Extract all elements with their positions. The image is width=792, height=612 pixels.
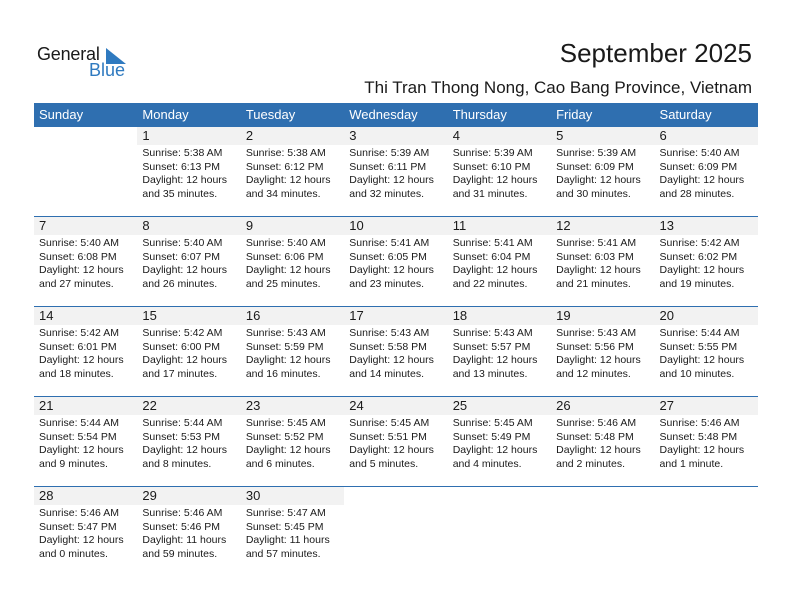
day-daylight1-text: Daylight: 12 hours xyxy=(245,444,331,456)
day-daylight2-text: and 23 minutes. xyxy=(349,277,424,290)
day-number: 30 xyxy=(245,488,261,503)
day-daylight1-text: Daylight: 12 hours xyxy=(659,264,745,276)
day-sun-info xyxy=(556,327,641,381)
calendar-day xyxy=(551,307,654,396)
day-sunrise-text: Sunrise: 5:41 AM xyxy=(556,237,637,249)
day-daylight2-text: and 4 minutes. xyxy=(452,457,522,470)
calendar-day xyxy=(137,307,240,396)
day-sunset-text: Sunset: 5:52 PM xyxy=(245,430,324,443)
day-sunset-text: Sunset: 6:13 PM xyxy=(142,160,221,173)
day-header-bar xyxy=(241,127,344,145)
day-sunrise-text: Sunrise: 5:43 AM xyxy=(556,327,637,339)
day-daylight2-text: and 35 minutes. xyxy=(142,187,218,200)
day-sunrise-text: Sunrise: 5:46 AM xyxy=(39,507,119,519)
day-daylight1-text: Daylight: 12 hours xyxy=(452,354,538,366)
day-daylight2-text: and 22 minutes. xyxy=(452,277,528,290)
day-daylight1-text: Daylight: 12 hours xyxy=(452,264,538,276)
day-daylight1-text: Daylight: 12 hours xyxy=(39,264,124,276)
day-daylight1-text: Daylight: 12 hours xyxy=(142,354,228,366)
day-sunrise-text: Sunrise: 5:42 AM xyxy=(659,237,740,249)
day-sun-info xyxy=(142,147,227,201)
day-number: 6 xyxy=(659,128,667,143)
day-sunset-text: Sunset: 6:09 PM xyxy=(659,160,738,173)
day-daylight1-text: Daylight: 12 hours xyxy=(452,174,538,186)
day-sun-info xyxy=(246,327,331,381)
day-daylight2-text: and 12 minutes. xyxy=(556,367,631,380)
day-daylight2-text: and 59 minutes. xyxy=(142,547,218,560)
calendar-day xyxy=(241,127,344,216)
day-number: 17 xyxy=(349,308,364,323)
day-daylight2-text: and 10 minutes. xyxy=(659,367,735,380)
day-daylight1-text: Daylight: 12 hours xyxy=(245,264,331,276)
day-sunset-text: Sunset: 6:00 PM xyxy=(142,340,221,353)
calendar-day xyxy=(655,127,758,216)
day-number: 27 xyxy=(659,398,674,413)
day-sun-info xyxy=(39,417,124,471)
day-sunrise-text: Sunrise: 5:38 AM xyxy=(142,147,223,159)
day-sunrise-text: Sunrise: 5:45 AM xyxy=(349,417,430,429)
calendar-week xyxy=(34,126,758,216)
day-sun-info xyxy=(453,417,538,471)
day-number: 10 xyxy=(349,218,364,233)
day-sunrise-text: Sunrise: 5:42 AM xyxy=(142,327,223,339)
day-daylight2-text: and 9 minutes. xyxy=(39,457,108,470)
day-number: 21 xyxy=(39,398,54,413)
day-header-bar xyxy=(551,127,654,145)
day-sunset-text: Sunset: 5:47 PM xyxy=(39,520,117,533)
day-sunrise-text: Sunrise: 5:46 AM xyxy=(142,507,223,519)
day-header-bar xyxy=(137,127,240,145)
day-header-bar xyxy=(344,127,447,145)
day-sunrise-text: Sunrise: 5:43 AM xyxy=(452,327,533,339)
calendar-day xyxy=(655,217,758,306)
calendar-day xyxy=(241,217,344,306)
logo-text-general: General xyxy=(37,44,100,64)
day-daylight1-text: Daylight: 11 hours xyxy=(142,534,227,546)
day-number: 11 xyxy=(452,218,467,233)
day-daylight1-text: Daylight: 12 hours xyxy=(659,174,745,186)
day-sunrise-text: Sunrise: 5:44 AM xyxy=(659,327,740,339)
weekday-sunday: Sunday xyxy=(39,107,84,122)
day-daylight2-text: and 30 minutes. xyxy=(556,187,631,200)
calendar-week xyxy=(34,396,758,486)
day-daylight1-text: Daylight: 12 hours xyxy=(349,444,434,456)
day-sunset-text: Sunset: 6:11 PM xyxy=(349,160,427,173)
day-number: 22 xyxy=(142,398,157,413)
calendar-day xyxy=(34,217,137,306)
day-sun-info xyxy=(660,327,745,381)
calendar-day xyxy=(448,217,551,306)
day-sunset-text: Sunset: 5:53 PM xyxy=(142,430,221,443)
day-sunset-text: Sunset: 6:06 PM xyxy=(245,250,324,263)
day-sunrise-text: Sunrise: 5:45 AM xyxy=(452,417,533,429)
location-subtitle: Thi Tran Thong Nong, Cao Bang Province, Vietnam xyxy=(364,78,752,97)
day-sunset-text: Sunset: 6:04 PM xyxy=(452,250,531,263)
day-daylight2-text: and 57 minutes. xyxy=(245,547,321,560)
day-daylight1-text: Daylight: 12 hours xyxy=(556,354,641,366)
day-sun-info xyxy=(556,417,641,471)
day-daylight2-text: and 21 minutes. xyxy=(556,277,631,290)
day-sunrise-text: Sunrise: 5:44 AM xyxy=(142,417,223,429)
day-number: 15 xyxy=(142,308,157,323)
calendar-day xyxy=(551,397,654,486)
day-number: 18 xyxy=(452,308,468,323)
day-sun-info xyxy=(142,417,227,471)
day-sun-info xyxy=(660,147,745,201)
day-sunrise-text: Sunrise: 5:40 AM xyxy=(659,147,740,159)
day-sunset-text: Sunset: 5:54 PM xyxy=(39,430,117,443)
day-sunrise-text: Sunrise: 5:41 AM xyxy=(452,237,533,249)
day-daylight1-text: Daylight: 12 hours xyxy=(142,444,228,456)
weekday-tuesday: Tuesday xyxy=(245,107,296,122)
day-sun-info xyxy=(246,237,331,291)
day-daylight2-text: and 0 minutes. xyxy=(39,547,108,560)
day-sunrise-text: Sunrise: 5:40 AM xyxy=(39,237,119,249)
day-sun-info xyxy=(349,417,434,471)
day-number: 2 xyxy=(245,128,254,143)
day-sunset-text: Sunset: 6:09 PM xyxy=(556,160,634,173)
calendar-empty-day xyxy=(551,487,654,576)
day-sunrise-text: Sunrise: 5:42 AM xyxy=(39,327,119,339)
day-daylight2-text: and 28 minutes. xyxy=(659,187,735,200)
weekday-wednesday: Wednesday xyxy=(349,107,418,122)
day-daylight1-text: Daylight: 12 hours xyxy=(349,174,434,186)
day-header-bar xyxy=(241,217,344,235)
calendar-day xyxy=(34,397,137,486)
day-number: 20 xyxy=(659,308,674,323)
day-header-bar xyxy=(448,127,551,145)
calendar-day xyxy=(137,487,240,576)
day-sunrise-text: Sunrise: 5:47 AM xyxy=(245,507,326,519)
calendar-day xyxy=(655,397,758,486)
day-daylight1-text: Daylight: 11 hours xyxy=(245,534,330,546)
day-sunrise-text: Sunrise: 5:43 AM xyxy=(245,327,326,339)
day-sunrise-text: Sunrise: 5:46 AM xyxy=(556,417,637,429)
day-daylight1-text: Daylight: 12 hours xyxy=(452,444,538,456)
day-sunrise-text: Sunrise: 5:39 AM xyxy=(452,147,533,159)
weekday-header xyxy=(34,103,758,126)
day-sunset-text: Sunset: 6:07 PM xyxy=(142,250,221,263)
day-sunset-text: Sunset: 5:45 PM xyxy=(245,520,324,533)
day-sunset-text: Sunset: 5:56 PM xyxy=(556,340,634,353)
day-sun-info xyxy=(39,507,124,561)
day-number: 14 xyxy=(39,308,54,323)
calendar-empty-day xyxy=(448,487,551,576)
day-sun-info xyxy=(556,237,641,291)
day-daylight1-text: Daylight: 12 hours xyxy=(556,444,641,456)
day-number: 23 xyxy=(245,398,261,413)
day-sun-info xyxy=(453,237,538,291)
day-number: 7 xyxy=(39,218,47,233)
day-sun-info xyxy=(556,147,641,201)
calendar-empty-day xyxy=(655,487,758,576)
day-daylight1-text: Daylight: 12 hours xyxy=(659,444,745,456)
day-sun-info xyxy=(246,417,331,471)
day-daylight1-text: Daylight: 12 hours xyxy=(142,264,228,276)
day-daylight1-text: Daylight: 12 hours xyxy=(142,174,228,186)
logo-text-blue: Blue xyxy=(89,60,126,80)
day-daylight1-text: Daylight: 12 hours xyxy=(39,444,124,456)
weekday-thursday: Thursday xyxy=(452,107,507,122)
day-sunset-text: Sunset: 5:51 PM xyxy=(349,430,427,443)
day-sunset-text: Sunset: 5:55 PM xyxy=(659,340,738,353)
day-sunrise-text: Sunrise: 5:45 AM xyxy=(245,417,326,429)
day-sunset-text: Sunset: 6:01 PM xyxy=(39,340,117,353)
day-number: 3 xyxy=(349,128,357,143)
day-sun-info xyxy=(453,147,538,201)
day-sun-info xyxy=(660,237,745,291)
day-sunset-text: Sunset: 6:02 PM xyxy=(659,250,738,263)
day-daylight1-text: Daylight: 12 hours xyxy=(659,354,745,366)
weekday-monday: Monday xyxy=(142,107,189,122)
day-sunset-text: Sunset: 5:59 PM xyxy=(245,340,324,353)
day-daylight2-text: and 8 minutes. xyxy=(142,457,212,470)
day-sunrise-text: Sunrise: 5:40 AM xyxy=(142,237,223,249)
day-number: 8 xyxy=(142,218,150,233)
day-sun-info xyxy=(246,147,331,201)
weekday-friday: Friday xyxy=(556,107,593,122)
day-daylight1-text: Daylight: 12 hours xyxy=(349,354,434,366)
day-number: 4 xyxy=(452,128,460,143)
day-sunrise-text: Sunrise: 5:39 AM xyxy=(556,147,637,159)
day-sunset-text: Sunset: 5:58 PM xyxy=(349,340,427,353)
day-daylight2-text: and 26 minutes. xyxy=(142,277,218,290)
day-sunrise-text: Sunrise: 5:38 AM xyxy=(245,147,326,159)
day-sunset-text: Sunset: 5:46 PM xyxy=(142,520,221,533)
day-daylight1-text: Daylight: 12 hours xyxy=(245,354,331,366)
calendar-empty-day xyxy=(344,487,447,576)
calendar-day xyxy=(448,307,551,396)
day-daylight2-text: and 25 minutes. xyxy=(245,277,321,290)
day-sunrise-text: Sunrise: 5:40 AM xyxy=(245,237,326,249)
day-daylight2-text: and 32 minutes. xyxy=(349,187,424,200)
day-sun-info xyxy=(39,327,124,381)
day-sunset-text: Sunset: 6:08 PM xyxy=(39,250,117,263)
day-daylight1-text: Daylight: 12 hours xyxy=(39,534,124,546)
calendar-day xyxy=(34,487,137,576)
day-number: 13 xyxy=(659,218,674,233)
day-number: 19 xyxy=(556,308,571,323)
weekday-saturday: Saturday xyxy=(659,107,712,122)
calendar-day xyxy=(344,397,447,486)
calendar-week xyxy=(34,216,758,306)
day-daylight2-text: and 31 minutes. xyxy=(452,187,528,200)
day-number: 24 xyxy=(349,398,364,413)
day-header-bar xyxy=(655,127,758,145)
day-number: 25 xyxy=(452,398,468,413)
day-daylight2-text: and 1 minute. xyxy=(659,457,724,470)
calendar-week xyxy=(34,486,758,576)
calendar-day xyxy=(448,397,551,486)
day-sun-info xyxy=(142,327,227,381)
day-sun-info xyxy=(39,237,124,291)
day-number: 29 xyxy=(142,488,157,503)
day-daylight2-text: and 17 minutes. xyxy=(142,367,218,380)
day-header-bar xyxy=(137,217,240,235)
day-sunset-text: Sunset: 6:12 PM xyxy=(245,160,324,173)
calendar-day xyxy=(344,307,447,396)
day-header-bar xyxy=(34,217,137,235)
day-number: 26 xyxy=(556,398,571,413)
calendar-day xyxy=(551,127,654,216)
day-sunset-text: Sunset: 5:49 PM xyxy=(452,430,531,443)
day-sunrise-text: Sunrise: 5:44 AM xyxy=(39,417,119,429)
day-sunrise-text: Sunrise: 5:41 AM xyxy=(349,237,430,249)
calendar-day xyxy=(137,217,240,306)
day-daylight2-text: and 5 minutes. xyxy=(349,457,419,470)
brand-logo xyxy=(37,44,137,80)
day-daylight2-text: and 13 minutes. xyxy=(452,367,528,380)
day-number: 9 xyxy=(245,218,254,233)
day-daylight1-text: Daylight: 12 hours xyxy=(556,174,641,186)
day-daylight2-text: and 27 minutes. xyxy=(39,277,114,290)
calendar-day xyxy=(137,127,240,216)
day-sunrise-text: Sunrise: 5:39 AM xyxy=(349,147,430,159)
day-sunset-text: Sunset: 6:10 PM xyxy=(452,160,531,173)
day-sunset-text: Sunset: 5:57 PM xyxy=(452,340,531,353)
day-number: 12 xyxy=(556,218,571,233)
day-sunset-text: Sunset: 5:48 PM xyxy=(659,430,738,443)
day-daylight1-text: Daylight: 12 hours xyxy=(39,354,124,366)
day-daylight2-text: and 19 minutes. xyxy=(659,277,735,290)
day-sunset-text: Sunset: 6:05 PM xyxy=(349,250,427,263)
day-daylight2-text: and 18 minutes. xyxy=(39,367,114,380)
calendar-empty-day xyxy=(34,127,137,216)
day-sun-info xyxy=(246,507,330,561)
calendar-week xyxy=(34,306,758,396)
day-daylight2-text: and 16 minutes. xyxy=(245,367,321,380)
calendar-day xyxy=(241,397,344,486)
day-sun-info xyxy=(349,237,434,291)
day-sun-info xyxy=(349,147,434,201)
day-number: 16 xyxy=(245,308,261,323)
calendar-day xyxy=(241,307,344,396)
day-number: 5 xyxy=(556,128,564,143)
day-daylight2-text: and 34 minutes. xyxy=(245,187,321,200)
day-sunset-text: Sunset: 5:48 PM xyxy=(556,430,634,443)
day-daylight1-text: Daylight: 12 hours xyxy=(349,264,434,276)
day-sun-info xyxy=(349,327,434,381)
calendar-day xyxy=(344,217,447,306)
day-daylight2-text: and 14 minutes. xyxy=(349,367,424,380)
calendar-day xyxy=(241,487,344,576)
calendar-day xyxy=(655,307,758,396)
day-number: 1 xyxy=(142,128,150,143)
day-sun-info xyxy=(660,417,745,471)
day-sun-info xyxy=(142,237,227,291)
day-sun-info xyxy=(453,327,538,381)
day-daylight1-text: Daylight: 12 hours xyxy=(556,264,641,276)
calendar-day xyxy=(34,307,137,396)
day-number: 28 xyxy=(39,488,54,503)
calendar-day xyxy=(448,127,551,216)
day-daylight2-text: and 6 minutes. xyxy=(245,457,315,470)
calendar-day xyxy=(137,397,240,486)
day-sunset-text: Sunset: 6:03 PM xyxy=(556,250,634,263)
calendar-day xyxy=(344,127,447,216)
day-daylight1-text: Daylight: 12 hours xyxy=(245,174,331,186)
calendar-day xyxy=(551,217,654,306)
page-title: September 2025 xyxy=(559,38,752,68)
day-sunrise-text: Sunrise: 5:43 AM xyxy=(349,327,430,339)
day-daylight2-text: and 2 minutes. xyxy=(556,457,625,470)
day-sunrise-text: Sunrise: 5:46 AM xyxy=(659,417,740,429)
day-sun-info xyxy=(142,507,226,561)
